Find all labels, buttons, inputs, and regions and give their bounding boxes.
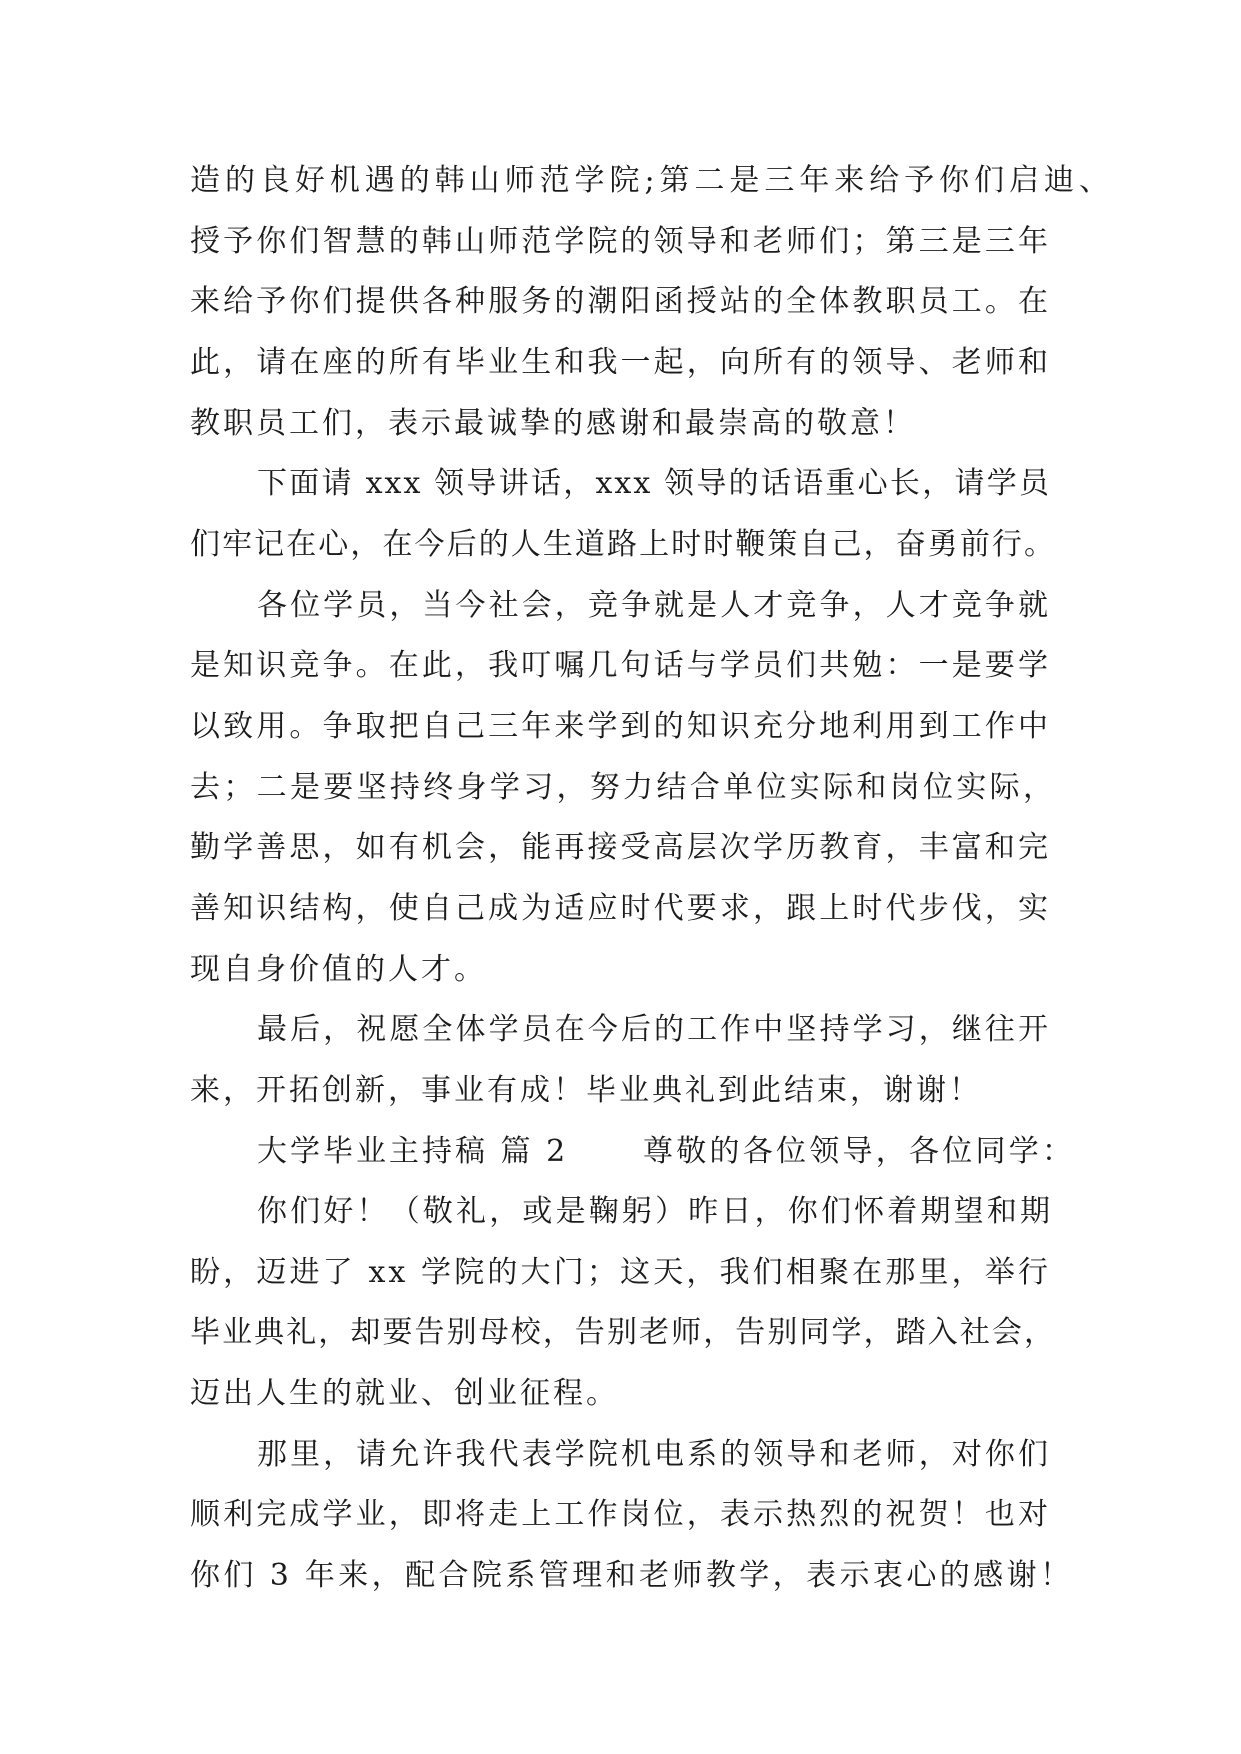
text-line: 你们好！（敬礼，或是鞠躬）昨日，你们怀着期望和期 bbox=[257, 1194, 1051, 1230]
paragraph bbox=[190, 1182, 1130, 1425]
text-line: 来给予你们提供各种服务的潮阳函授站的全体教职员工。在 bbox=[190, 284, 1051, 320]
text-line: 以致用。争取把自己三年来学到的知识充分地利用到工作中 bbox=[190, 708, 1051, 744]
text-line: 最后，祝愿全体学员在今后的工作中坚持学习，继往开 bbox=[257, 1012, 1051, 1048]
text-line: 顺利完成学业，即将走上工作岗位，表示热烈的祝贺！也对 bbox=[190, 1497, 1051, 1533]
text-line: 教职员工们，表示最诚挚的感谢和最崇高的敬意！ bbox=[190, 405, 916, 441]
text-line: 盼，迈进了 xx 学院的大门；这天，我们相聚在那里，举行 bbox=[190, 1254, 1051, 1290]
paragraph bbox=[190, 151, 1130, 454]
text-line: 迈出人生的就业、创业征程。 bbox=[190, 1376, 619, 1412]
section-heading-row bbox=[190, 1122, 1130, 1183]
section-heading: 大学毕业主持稿 篇 2 bbox=[257, 1133, 569, 1169]
text-line: 那里，请允许我代表学院机电系的领导和老师，对你们 bbox=[257, 1436, 1051, 1472]
paragraph bbox=[190, 576, 1130, 1001]
paragraph bbox=[190, 1425, 1130, 1607]
text-line: 授予你们智慧的韩山师范学院的领导和老师们；第三是三年 bbox=[190, 223, 1051, 259]
text-line: 你们 3 年来，配合院系管理和老师教学，表示衷心的感谢！ bbox=[190, 1558, 1073, 1594]
text-line: 善知识结构，使自己成为适应时代要求，跟上时代步伐，实 bbox=[190, 890, 1051, 926]
text-line: 毕业典礼，却要告别母校，告别老师，告别同学，踏入社会， bbox=[190, 1315, 1056, 1351]
text-line: 造的良好机遇的韩山师范学院;第二是三年来给予你们启迪、 bbox=[190, 163, 1112, 198]
text-line: 去；二是要坚持终身学习，努力结合单位实际和岗位实际， bbox=[190, 769, 1056, 805]
paragraph bbox=[190, 454, 1130, 575]
greeting-line: 尊敬的各位领导，各位同学： bbox=[643, 1133, 1075, 1169]
text-line: 来，开拓创新，事业有成！毕业典礼到此结束，谢谢！ bbox=[190, 1072, 982, 1108]
text-line: 现自身价值的人才。 bbox=[190, 951, 487, 987]
text-line: 是知识竞争。在此，我叮嘱几句话与学员们共勉：一是要学 bbox=[190, 648, 1051, 684]
text-line: 下面请 xxx 领导讲话，xxx 领导的话语重心长，请学员 bbox=[257, 466, 1051, 502]
paragraph bbox=[190, 1000, 1130, 1121]
document-body bbox=[190, 151, 1130, 1607]
text-line: 勤学善思，如有机会，能再接受高层次学历教育，丰富和完 bbox=[190, 830, 1051, 866]
text-line: 各位学员，当今社会，竞争就是人才竞争，人才竞争就 bbox=[257, 587, 1051, 623]
text-line: 们牢记在心，在今后的人生道路上时时鞭策自己，奋勇前行。 bbox=[190, 526, 1056, 562]
text-line: 此，请在座的所有毕业生和我一起，向所有的领导、老师和 bbox=[190, 344, 1051, 380]
